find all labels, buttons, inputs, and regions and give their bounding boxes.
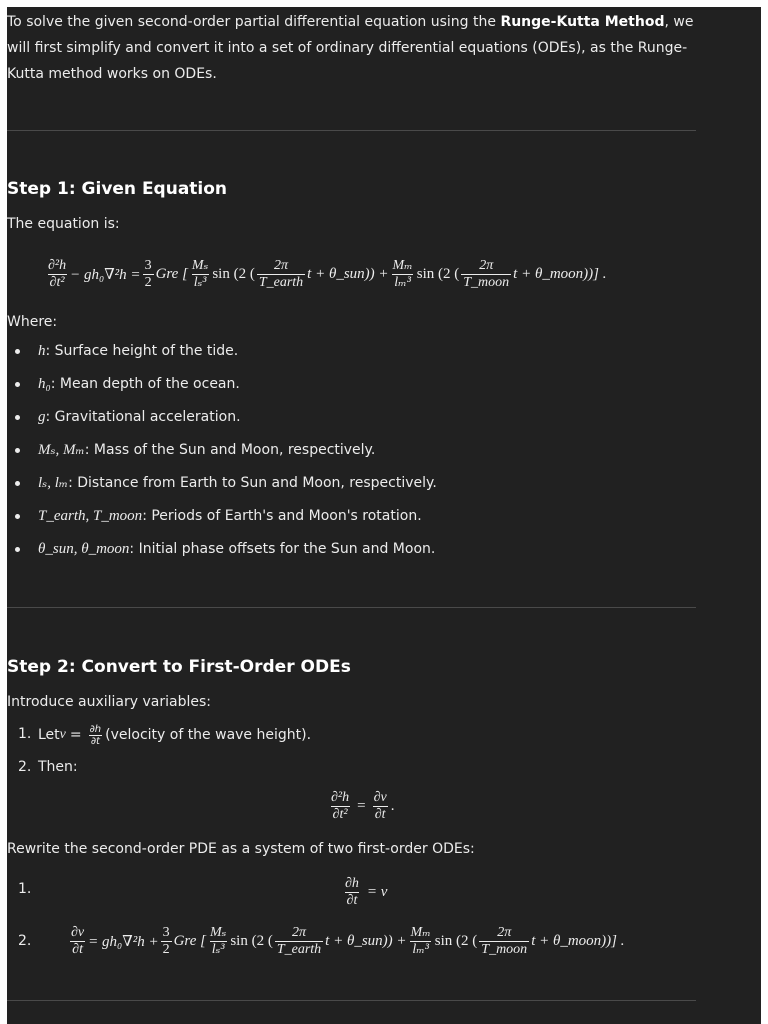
sin-function: sin (2 ( (416, 265, 460, 282)
ode-2: $\frac{\partial v}{\partial t}$ = gh₀∇²h + $\frac{3}{2}$ Gre [ $\frac{\text{Mₛ}}{\text{lₛ³}}$ sin (2 ( $\frac{2\pi}{\text{T\_earth}}$ t + θ_sun)) + $\frac{\text{Mₘ}}{\text{lₘ³}}$ sin (2 ( $\frac{2\pi}{\text{T\_moon}}$ t + θ_moon))] . (71, 924, 625, 957)
method-name: Runge-Kutta Method (500, 14, 665, 30)
gre-factor: Gre [ (155, 265, 188, 282)
list-number: 2. (18, 933, 32, 949)
where-label: Where: (7, 314, 58, 330)
velocity-equation: $\frac{\text{∂²h}}{\text{∂t²}}$ = $\frac{\partial v}{\partial t}$ . (331, 789, 395, 822)
moon-phase-term: t + θ_moon))] . (513, 265, 607, 282)
second-derivative-h: $\frac{\text{∂²h}}{\text{∂t²}}$ (48, 257, 67, 290)
velocity-definition: $\frac{\partial h}{\partial t}$ (89, 723, 102, 747)
earth-frequency: $\frac{2\pi}{\text{T\_earth}}$ (258, 257, 304, 290)
list-number: 1. (18, 726, 32, 742)
step1-lead: The equation is: (7, 216, 120, 232)
step2-lead: Introduce auxiliary variables: (7, 694, 211, 710)
intro-text-continued: , we will first simplify and convert it into a set of ordinary differential equations (ODEs), as the Runge-Kutta method works on ODEs. (7, 14, 694, 82)
definition-list (7, 340, 437, 571)
moon-mass-ratio: $\frac{\text{Mₘ}}{\text{lₘ³}}$ (392, 257, 413, 290)
rewrite-text: Rewrite the second-order PDE as a system of two first-order ODEs: (7, 841, 475, 857)
list-item: Let v = $\frac{\partial h}{\partial t}$ (velocity of the wave height). (38, 723, 312, 747)
step1-heading: Step 1: Given Equation (7, 179, 228, 199)
sin-function: sin (2 ( (212, 265, 255, 282)
intro-text: To solve the given second-order partial differential equation using the (7, 14, 501, 30)
list-item: Then: (38, 759, 78, 775)
laplacian-term: − gh₀∇²h = (70, 266, 141, 283)
divider (7, 1000, 696, 1001)
list-item: Mₛ, Mₘ: Mass of the Sun and Moon, respectively. (7, 439, 437, 472)
intro-paragraph (7, 9, 697, 87)
sun-mass-ratio: $\frac{\text{Mₛ}}{\text{lₛ³}}$ (191, 257, 209, 290)
divider (7, 130, 696, 131)
response-panel (7, 7, 761, 1024)
list-item: h₀: Mean depth of the ocean. (7, 373, 437, 406)
ode-1: $\frac{\partial h}{\partial t}$ = v (345, 875, 388, 908)
list-item: h: Surface height of the tide. (7, 340, 437, 373)
three-halves: $\frac{3}{2}$ (144, 257, 152, 290)
moon-frequency: $\frac{2\pi}{\text{T\_moon}}$ (463, 257, 510, 290)
divider (7, 607, 696, 608)
list-number: 1. (18, 881, 32, 897)
list-item: θ_sun, θ_moon: Initial phase offsets for the Sun and Moon. (7, 538, 437, 571)
step2-heading: Step 2: Convert to First-Order ODEs (7, 657, 351, 677)
main-equation (44, 251, 607, 297)
sun-phase-term: t + θ_sun)) + (307, 265, 389, 282)
list-item: T_earth, T_moon: Periods of Earth's and Moon's rotation. (7, 505, 437, 538)
list-item: g: Gravitational acceleration. (7, 406, 437, 439)
list-number: 2. (18, 759, 32, 775)
list-item: lₛ, lₘ: Distance from Earth to Sun and Moon, respectively. (7, 472, 437, 505)
